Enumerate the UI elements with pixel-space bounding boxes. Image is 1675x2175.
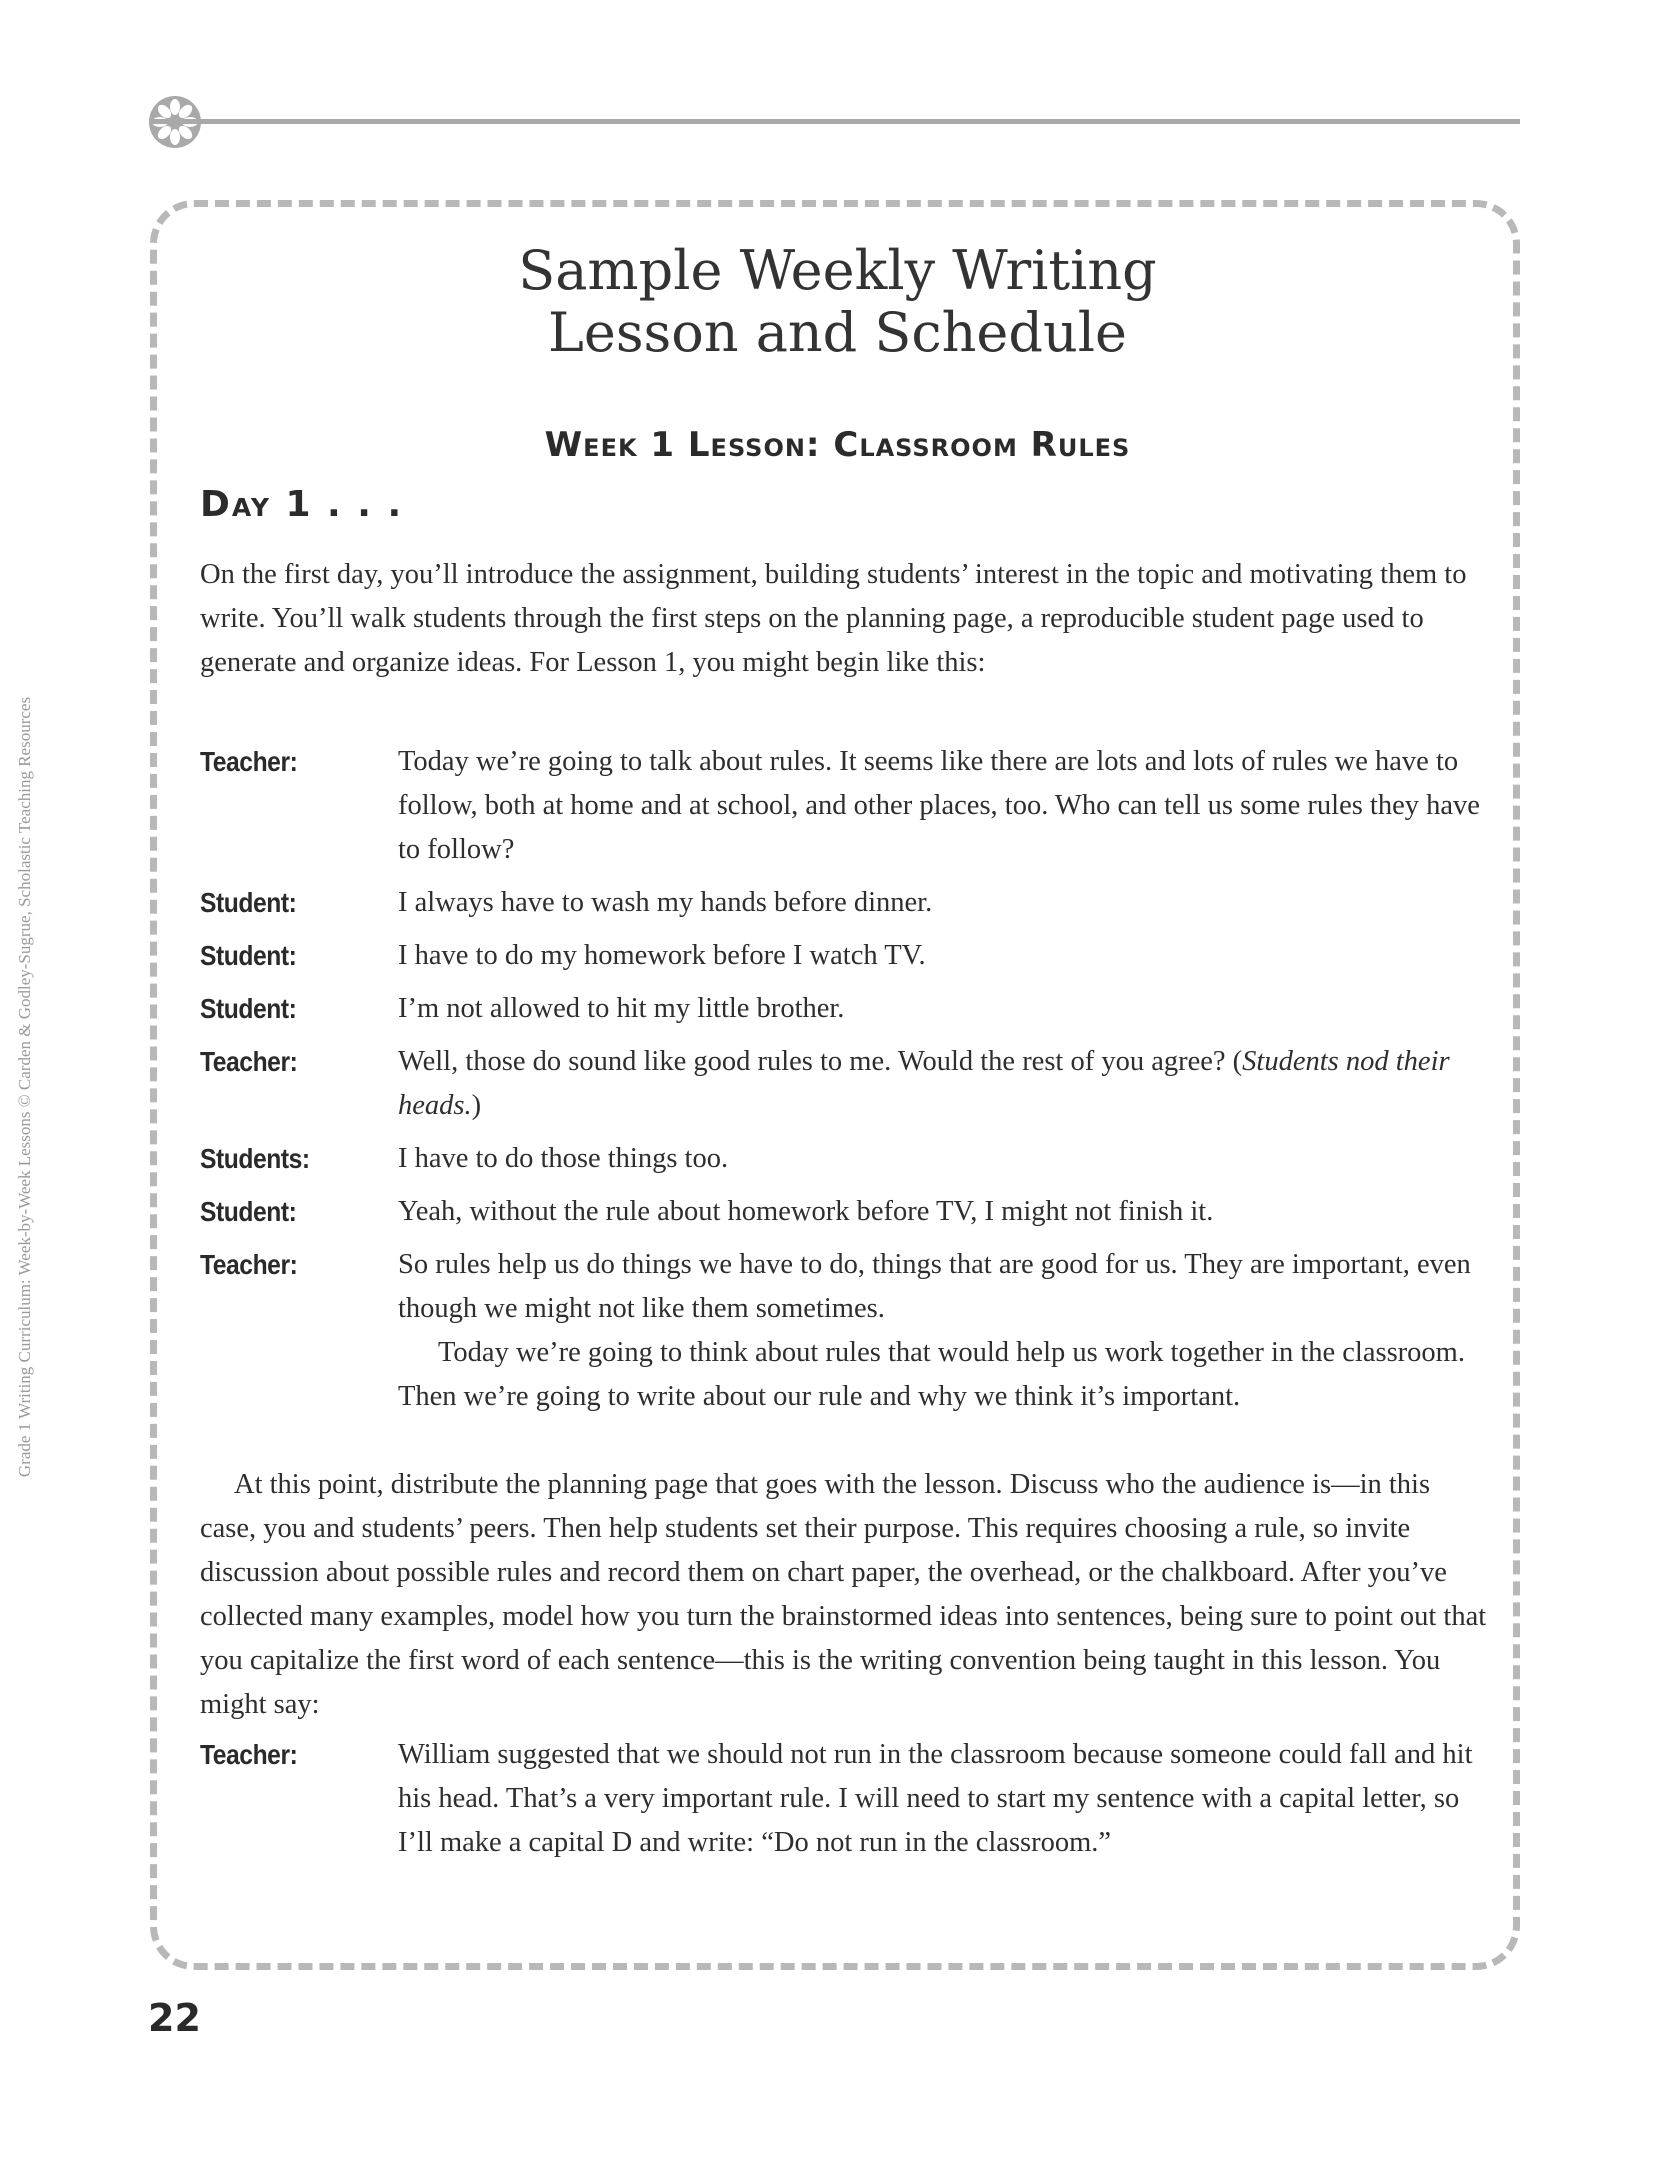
speech-paragraph: Today we’re going to think about rules that would help us work together in the classroom. Then we’re going to write about our rule and why we think it’s important. bbox=[398, 1337, 1465, 1412]
intro-paragraph: On the first day, you’ll introduce the assignment, building students’ interest in the topic and motivating them to write. You’ll walk students through the first steps on the planning page, a reproducible student page used to generate and organize ideas. For Lesson 1, you might begin like this: bbox=[200, 559, 1467, 678]
speaker-label: Student: bbox=[200, 887, 297, 918]
speaker-label: Student: bbox=[200, 940, 297, 971]
speech-text bbox=[398, 1243, 1490, 1419]
dialogue-line bbox=[200, 1733, 1490, 1865]
speech-text-part: ) bbox=[471, 1090, 482, 1121]
stage-direction: Students nod their heads. bbox=[398, 1046, 1450, 1121]
dialogue-line bbox=[200, 740, 1490, 872]
speech-text: Today we’re going to talk about rules. It seems like there are lots and lots of rules we have to follow, both at home and at school, and other places, too. Who can tell us some rules they have to follow? bbox=[398, 746, 1480, 865]
dialogue-line bbox=[200, 1137, 1490, 1181]
speaker-label: Teacher: bbox=[200, 1739, 298, 1770]
speech-text: I have to do those things too. bbox=[398, 1143, 729, 1174]
speech-text: Yeah, without the rule about homework before TV, I might not finish it. bbox=[398, 1196, 1214, 1227]
page-number: 22 bbox=[148, 1996, 201, 2040]
speaker-label: Teacher: bbox=[200, 746, 298, 777]
speaker-label: Students: bbox=[200, 1143, 310, 1174]
page-title bbox=[0, 240, 1675, 364]
dialogue-line bbox=[200, 1243, 1490, 1419]
speaker-label: Student: bbox=[200, 1196, 297, 1227]
title-line-2: Lesson and Schedule bbox=[548, 301, 1127, 364]
dialogue-example bbox=[200, 1733, 1490, 1874]
speaker-label: Teacher: bbox=[200, 1249, 298, 1280]
dialogue-line bbox=[200, 987, 1490, 1031]
speaker-label: Student: bbox=[200, 993, 297, 1024]
speech-text: I have to do my homework before I watch TV. bbox=[398, 940, 926, 971]
speech-text bbox=[398, 1040, 1490, 1128]
dialogue-line bbox=[200, 1040, 1490, 1128]
day-heading: Day 1 . . . bbox=[200, 484, 404, 525]
transition-paragraph: At this point, distribute the planning page that goes with the lesson. Discuss who the audience is—in this case, you and students’ peers. Then help students set their purpose. This requires choosing a rule, so invite discussion about possible rules and record them on chart paper, the overhead, or the chalkboard. After you’ve collected many examples, model how you turn the brainstormed ideas into sentences, being sure to point out that you capitalize the first word of each sentence—this is the writing convention being taught in this lesson. You might say: bbox=[200, 1469, 1487, 1720]
speaker-label: Teacher: bbox=[200, 1046, 298, 1077]
speech-text: I always have to wash my hands before dinner. bbox=[398, 887, 933, 918]
title-line-1: Sample Weekly Writing bbox=[518, 239, 1157, 302]
speech-text: William suggested that we should not run in the classroom because someone could fall and hit his head. That’s a very important rule. I will need to start my sentence with a capital letter, so I’ll make a capital D and write: “Do not run in the classroom.” bbox=[398, 1739, 1473, 1858]
speech-paragraph: So rules help us do things we have to do, things that are good for us. They are important, even though we might not like them sometimes. bbox=[398, 1249, 1471, 1324]
dialogue-line bbox=[200, 934, 1490, 978]
dialogue-line bbox=[200, 1190, 1490, 1234]
header-rule bbox=[150, 119, 1520, 124]
lesson-heading: Week 1 Lesson: Classroom Rules bbox=[544, 425, 1131, 465]
dialogue-line bbox=[200, 881, 1490, 925]
speech-text-part: Well, those do sound like good rules to me. Would the rest of you agree? ( bbox=[398, 1046, 1243, 1077]
speech-text: I’m not allowed to hit my little brother. bbox=[398, 993, 845, 1024]
sidebar-credit: Grade 1 Writing Curriculum: Week-by-Week Lessons © Carden & Godley-Sugrue, Scholastic Teaching Resources bbox=[15, 696, 34, 1478]
dialogue bbox=[200, 740, 1490, 1428]
